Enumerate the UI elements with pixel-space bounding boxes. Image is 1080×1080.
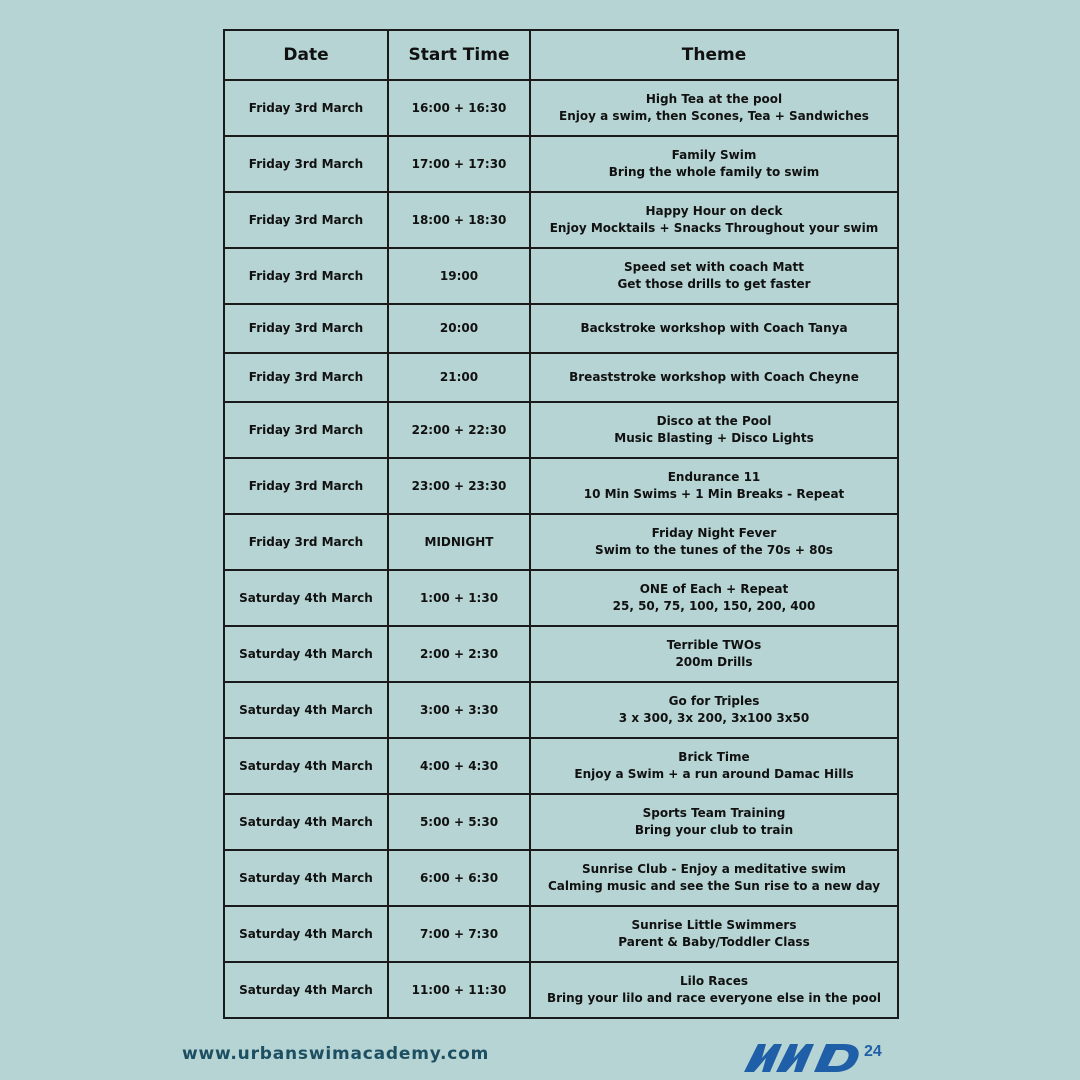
cell-theme [530,626,898,682]
cell-date: Friday 3rd March [224,402,388,458]
cell-start-time: 19:00 [388,248,530,304]
cell-theme [530,738,898,794]
cell-start-time: 6:00 + 6:30 [388,850,530,906]
cell-date: Saturday 4th March [224,570,388,626]
cell-theme [530,514,898,570]
logo-superscript: 24 [864,1043,882,1060]
theme-title: Terrible TWOs [666,638,762,652]
cell-date: Friday 3rd March [224,80,388,136]
schedule-body [224,80,898,1018]
cell-date: Saturday 4th March [224,906,388,962]
cell-theme [530,682,898,738]
theme-description: Music Blasting + Disco Lights [614,431,814,445]
table-row [224,304,898,353]
theme-title: Happy Hour on deck [645,204,783,218]
cell-date: Saturday 4th March [224,962,388,1018]
theme-description: Bring your club to train [634,823,794,837]
cell-theme [530,136,898,192]
cell-date: Friday 3rd March [224,514,388,570]
cell-theme [530,906,898,962]
cell-start-time: 23:00 + 23:30 [388,458,530,514]
cell-start-time: 18:00 + 18:30 [388,192,530,248]
theme-title: Family Swim [671,148,757,162]
theme-description: 10 Min Swims + 1 Min Breaks - Repeat [583,487,845,501]
header-date: Date [224,30,388,80]
table-row [224,248,898,304]
cell-date: Friday 3rd March [224,192,388,248]
theme-title: High Tea at the pool [645,92,783,106]
cell-start-time: 5:00 + 5:30 [388,794,530,850]
cell-start-time: 21:00 [388,353,530,402]
theme-title: Disco at the Pool [656,414,772,428]
cell-start-time: 2:00 + 2:30 [388,626,530,682]
table-row [224,570,898,626]
cell-theme [530,458,898,514]
table-row [224,738,898,794]
table-row [224,850,898,906]
cell-theme [530,304,898,353]
cell-date: Saturday 4th March [224,794,388,850]
theme-description: 3 x 300, 3x 200, 3x100 3x50 [618,711,810,725]
cell-date: Saturday 4th March [224,682,388,738]
theme-description: 200m Drills [675,655,753,669]
cell-start-time: 20:00 [388,304,530,353]
mmd24-logo [740,1038,890,1074]
cell-theme [530,353,898,402]
cell-date: Friday 3rd March [224,304,388,353]
table-row [224,962,898,1018]
cell-start-time: 11:00 + 11:30 [388,962,530,1018]
cell-date: Saturday 4th March [224,626,388,682]
theme-title: Backstroke workshop with Coach Tanya [580,321,848,335]
theme-description: Enjoy a Swim + a run around Damac Hills [574,767,854,781]
theme-description: Get those drills to get faster [617,277,811,291]
theme-description: 25, 50, 75, 100, 150, 200, 400 [612,599,816,613]
theme-title: Sports Team Training [642,806,786,820]
theme-description: Bring your lilo and race everyone else in the pool [546,991,882,1005]
cell-start-time: 17:00 + 17:30 [388,136,530,192]
theme-title: ONE of Each + Repeat [639,582,789,596]
theme-title: Go for Triples [668,694,760,708]
theme-title: Sunrise Club - Enjoy a meditative swim [582,862,846,876]
table-row [224,80,898,136]
cell-date: Saturday 4th March [224,738,388,794]
cell-theme [530,850,898,906]
schedule-header [224,30,898,80]
header-theme: Theme [530,30,898,80]
cell-theme [530,570,898,626]
cell-date: Friday 3rd March [224,458,388,514]
theme-description: Swim to the tunes of the 70s + 80s [595,543,833,557]
cell-theme [530,80,898,136]
theme-title: Breaststroke workshop with Coach Cheyne [569,370,859,384]
table-row [224,906,898,962]
cell-theme [530,962,898,1018]
theme-description: Bring the whole family to swim [608,165,820,179]
header-start-time: Start Time [388,30,530,80]
theme-title: Brick Time [678,750,750,764]
website-url: www.urbanswimacademy.com [182,1044,490,1064]
cell-date: Friday 3rd March [224,136,388,192]
theme-title: Speed set with coach Matt [624,260,804,274]
table-row [224,514,898,570]
cell-start-time: 4:00 + 4:30 [388,738,530,794]
cell-theme [530,248,898,304]
cell-theme [530,402,898,458]
schedule-table [223,29,899,1019]
cell-start-time: MIDNIGHT [388,514,530,570]
cell-date: Friday 3rd March [224,353,388,402]
cell-theme [530,192,898,248]
theme-title: Endurance 11 [667,470,761,484]
cell-start-time: 16:00 + 16:30 [388,80,530,136]
theme-description: Calming music and see the Sun rise to a new day [547,879,881,893]
theme-description: Enjoy a swim, then Scones, Tea + Sandwiches [559,109,869,123]
table-row [224,626,898,682]
cell-date: Saturday 4th March [224,850,388,906]
table-row [224,402,898,458]
theme-title: Sunrise Little Swimmers [631,918,797,932]
cell-start-time: 1:00 + 1:30 [388,570,530,626]
cell-start-time: 7:00 + 7:30 [388,906,530,962]
header-row [224,30,898,80]
table-row [224,458,898,514]
table-row [224,136,898,192]
table-row [224,682,898,738]
theme-title: Lilo Races [679,974,749,988]
cell-theme [530,794,898,850]
theme-description: Parent & Baby/Toddler Class [618,935,810,949]
cell-start-time: 22:00 + 22:30 [388,402,530,458]
table-row [224,192,898,248]
cell-date: Friday 3rd March [224,248,388,304]
cell-start-time: 3:00 + 3:30 [388,682,530,738]
table-row [224,353,898,402]
theme-description: Enjoy Mocktails + Snacks Throughout your swim [549,221,879,235]
table-row [224,794,898,850]
theme-title: Friday Night Fever [651,526,777,540]
